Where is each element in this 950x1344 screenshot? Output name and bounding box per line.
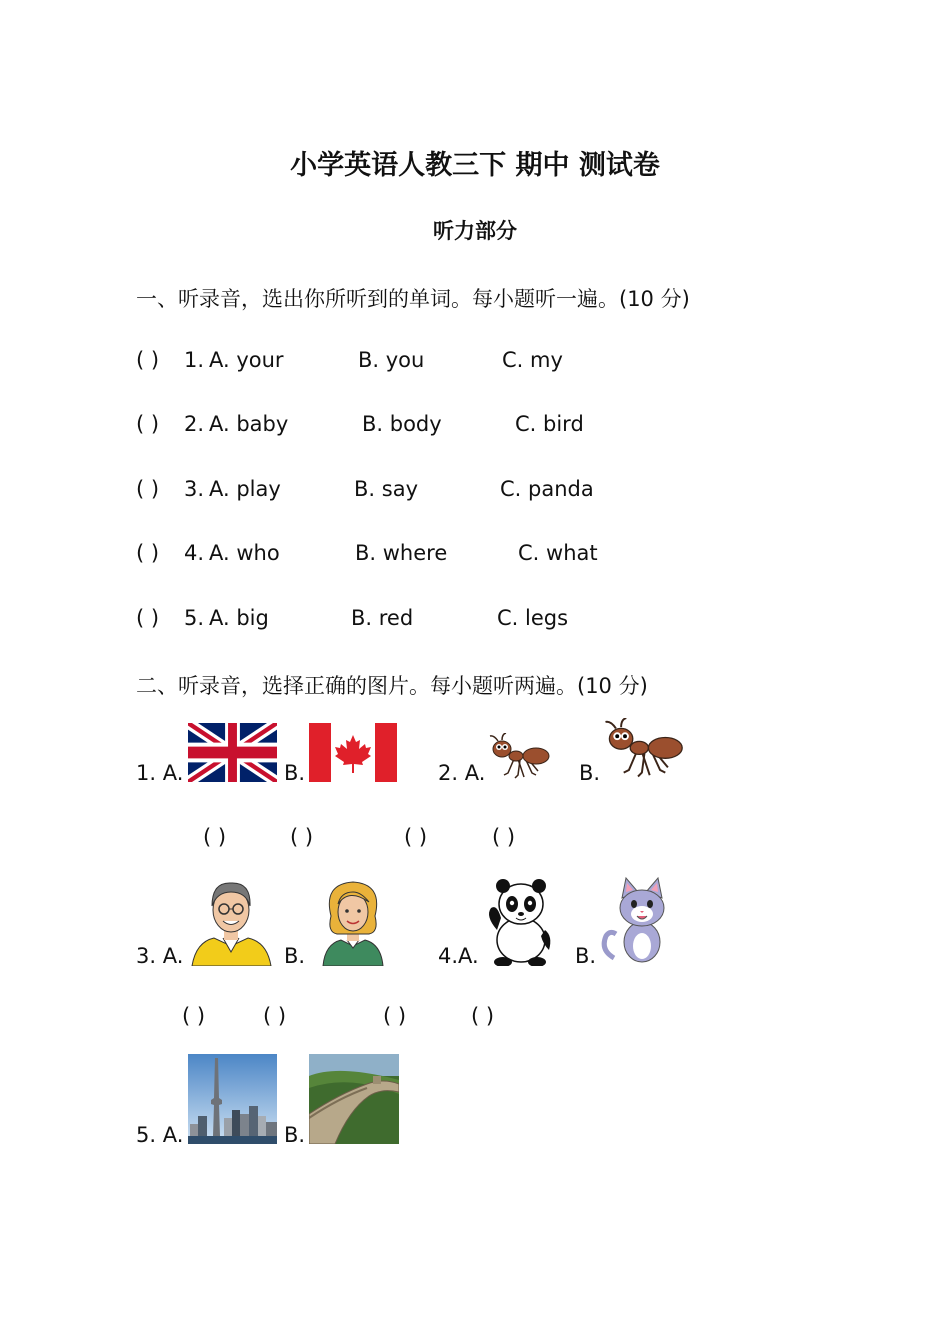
question-number: 1.	[184, 348, 205, 372]
option-label: 2. A.	[438, 761, 486, 785]
option-c: C. my	[502, 348, 563, 372]
uk-flag-icon[interactable]	[188, 723, 277, 782]
answer-bracket[interactable]: ( )	[136, 477, 160, 501]
option-a: A. big	[209, 606, 269, 630]
option-b: B. you	[358, 348, 425, 372]
option-a: A. your	[209, 348, 284, 372]
option-b: B. body	[362, 412, 442, 436]
option-a: A. baby	[209, 412, 289, 436]
question-number: 3.	[184, 477, 205, 501]
option-c: C. legs	[497, 606, 569, 630]
answer-bracket[interactable]: ( )	[404, 825, 428, 849]
big-ant-icon[interactable]	[601, 718, 688, 783]
panda-icon[interactable]	[483, 874, 553, 966]
answer-bracket[interactable]: ( )	[136, 541, 160, 565]
answer-bracket[interactable]: ( )	[136, 348, 160, 372]
option-label: B.	[284, 944, 306, 968]
question-number: 4.	[184, 541, 205, 565]
man-icon[interactable]	[188, 876, 275, 966]
answer-bracket[interactable]: ( )	[263, 1004, 287, 1028]
canada-flag-icon[interactable]	[309, 723, 397, 782]
answer-bracket[interactable]: ( )	[471, 1004, 495, 1028]
question-number: 5.	[184, 606, 205, 630]
great-wall-icon[interactable]	[309, 1054, 399, 1144]
cat-icon[interactable]	[600, 876, 680, 966]
option-b: B. say	[354, 477, 418, 501]
answer-bracket[interactable]: ( )	[203, 825, 227, 849]
option-label: 4.A.	[438, 944, 479, 968]
option-c: C. bird	[515, 412, 584, 436]
option-c: C. what	[518, 541, 598, 565]
option-label: 5. A.	[136, 1123, 184, 1147]
option-c: C. panda	[500, 477, 594, 501]
question-number: 2.	[184, 412, 205, 436]
option-label: 1. A.	[136, 761, 184, 785]
woman-icon[interactable]	[309, 876, 397, 966]
page-title: 小学英语人教三下 期中 测试卷	[290, 150, 660, 181]
option-label: B.	[575, 944, 597, 968]
answer-bracket[interactable]: ( )	[383, 1004, 407, 1028]
option-label: 3. A.	[136, 944, 184, 968]
section2-heading: 二、听录音，选择正确的图片。每小题听两遍。(10 分)	[136, 674, 648, 698]
option-a: A. play	[209, 477, 281, 501]
small-ant-icon[interactable]	[488, 733, 552, 783]
answer-bracket[interactable]: ( )	[136, 606, 160, 630]
option-label: B.	[284, 761, 306, 785]
option-label: B.	[284, 1123, 306, 1147]
toronto-skyline-icon[interactable]	[188, 1054, 277, 1144]
section1-heading: 一、听录音，选出你所听到的单词。每小题听一遍。(10 分)	[136, 287, 690, 311]
option-b: B. red	[351, 606, 414, 630]
answer-bracket[interactable]: ( )	[136, 412, 160, 436]
answer-bracket[interactable]: ( )	[492, 825, 516, 849]
answer-bracket[interactable]: ( )	[290, 825, 314, 849]
option-label: B.	[579, 761, 601, 785]
answer-bracket[interactable]: ( )	[182, 1004, 206, 1028]
option-a: A. who	[209, 541, 280, 565]
option-b: B. where	[355, 541, 448, 565]
section-subtitle: 听力部分	[433, 219, 517, 243]
